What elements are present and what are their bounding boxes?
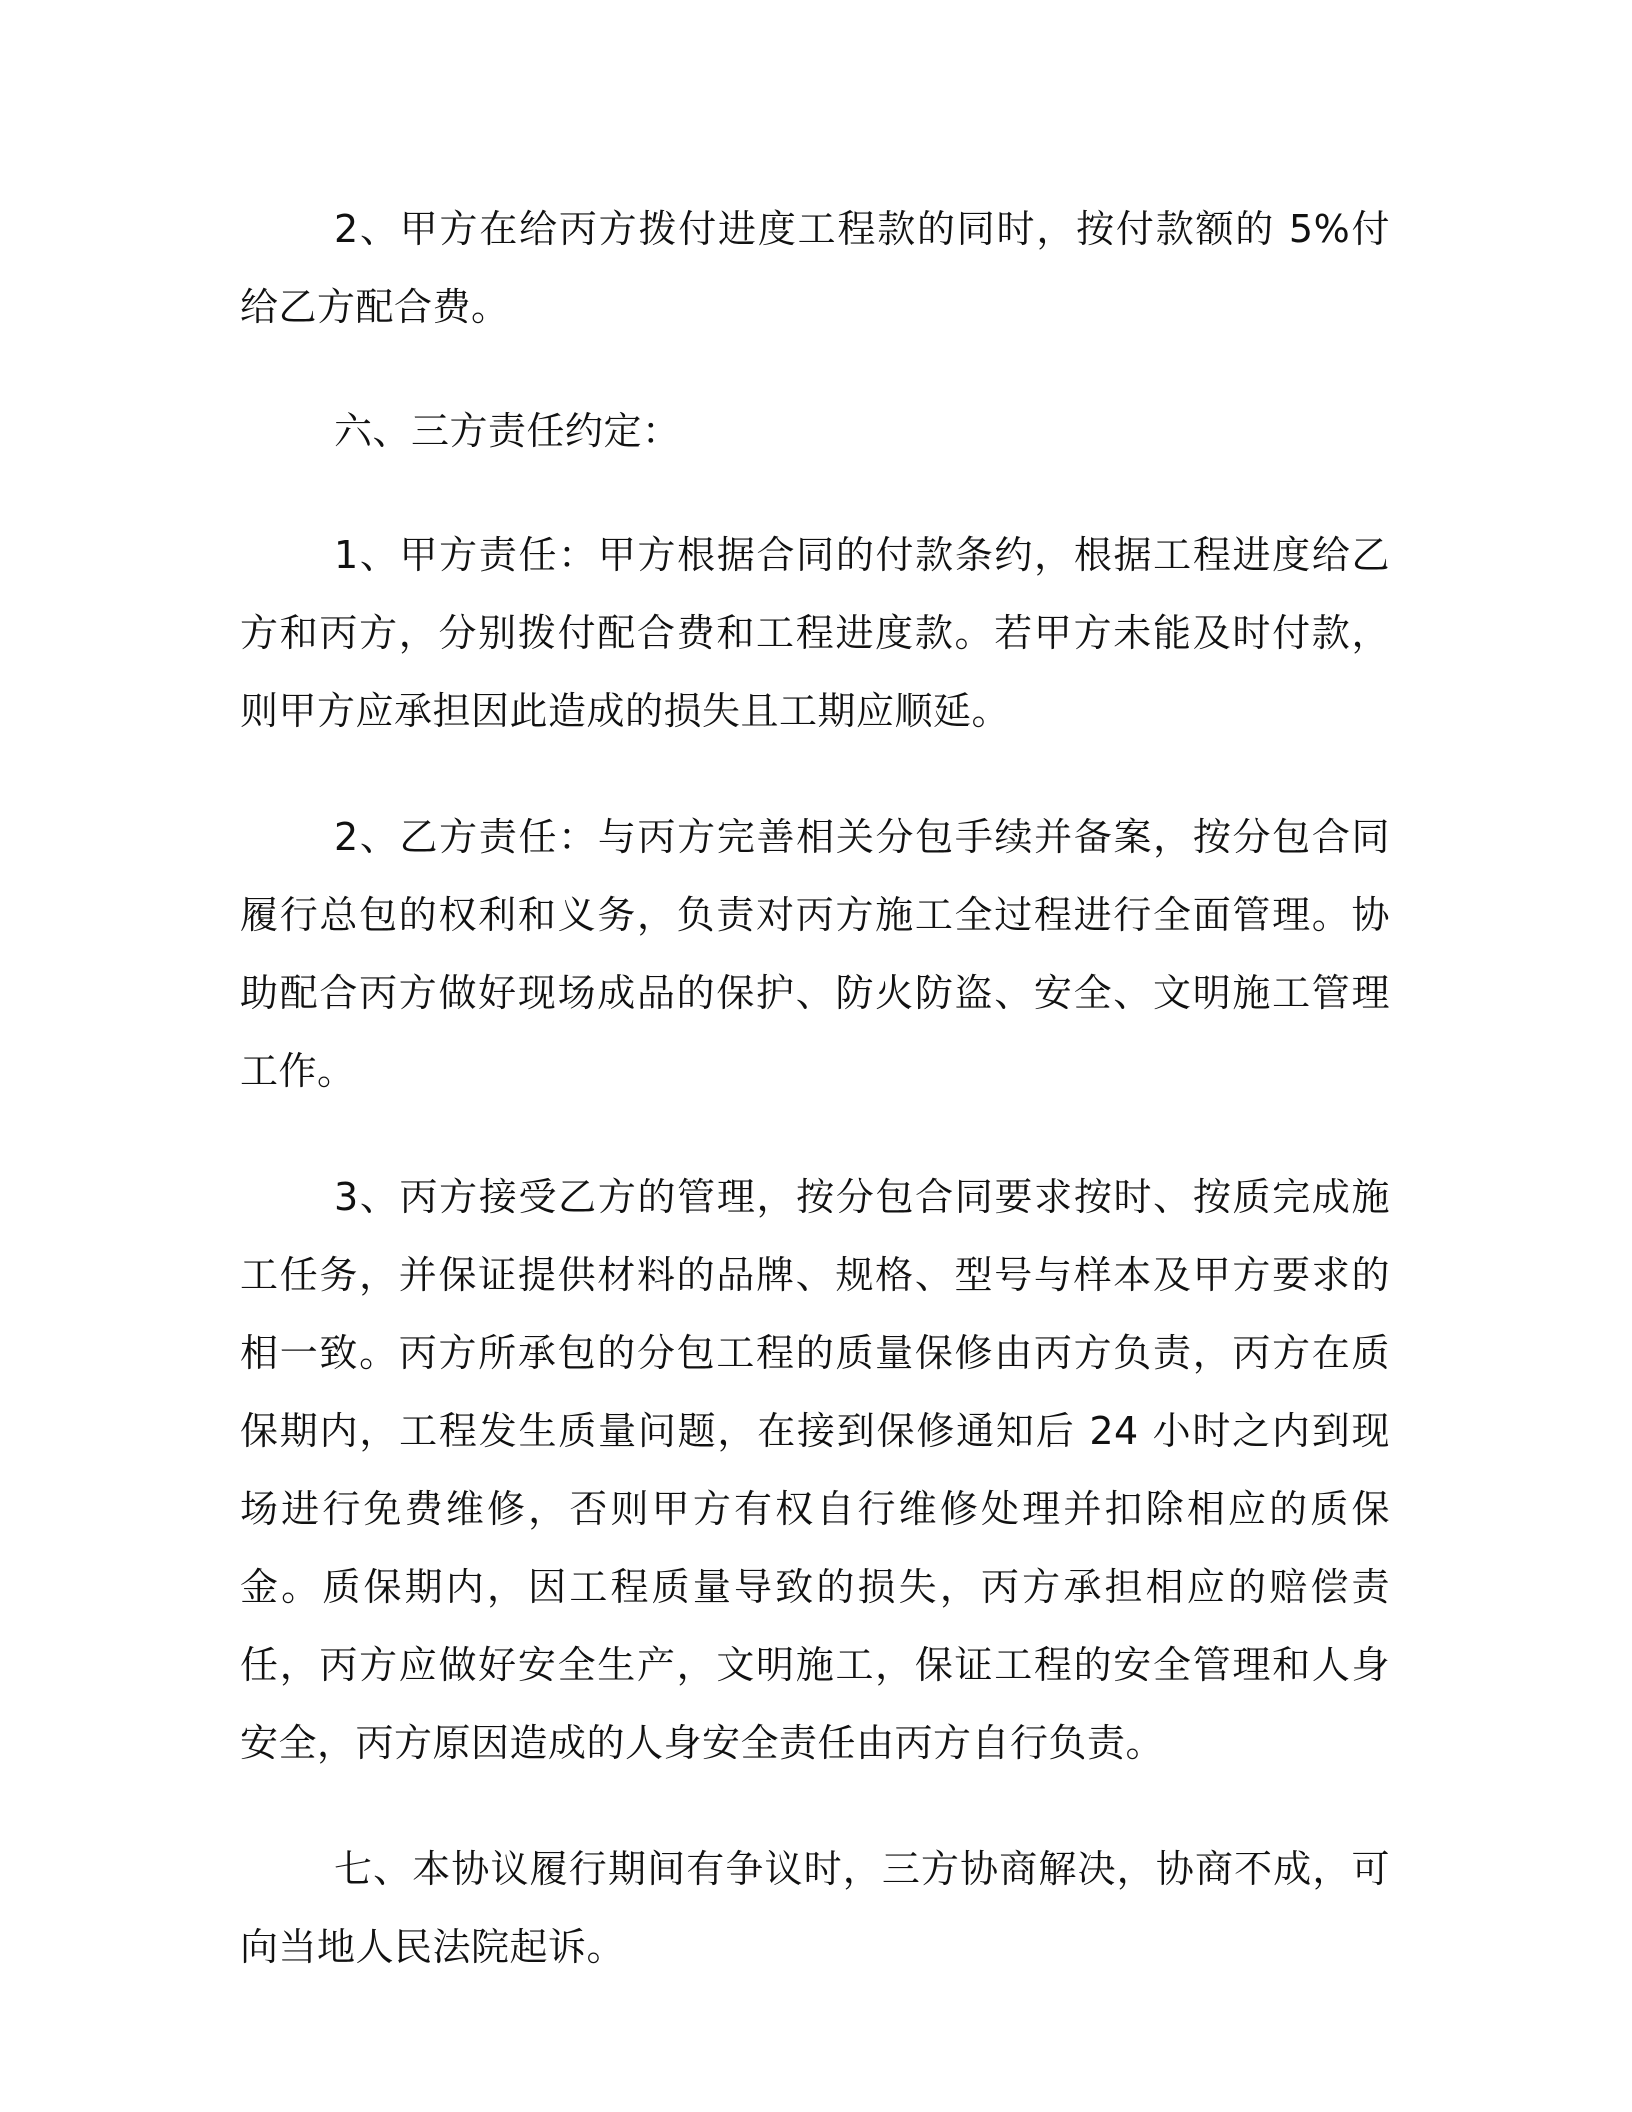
paragraph-payment-clause: 2、甲方在给丙方拨付进度工程款的同时，按付款额的 5%付给乙方配合费。: [240, 207, 1390, 329]
section-heading-responsibilities: 六、三方责任约定：: [334, 409, 681, 453]
paragraph-dispute-resolution: 七、本协议履行期间有争议时，三方协商解决，协商不成，可向当地人民法院起诉。: [240, 1847, 1390, 1969]
paragraph-party-a-responsibility: 1、甲方责任：甲方根据合同的付款条约，根据工程进度给乙方和丙方，分别拨付配合费和工程进度款。若甲方未能及时付款，则甲方应承担因此造成的损失且工期应顺延。: [240, 533, 1390, 733]
paragraph-party-c-responsibility: 3、丙方接受乙方的管理，按分包合同要求按时、按质完成施工任务，并保证提供材料的品牌、规格、型号与样本及甲方要求的相一致。丙方所承包的分包工程的质量保修由丙方负责，丙方在质保期内，工程发生质量问题，在接到保修通知后 24 小时之内到现场进行免费维修，否则甲方有权自行维修处理并扣除相应的质保金。质保期内，因工程质量导致的损失，丙方承担相应的赔偿责任，丙方应做好安全生产，文明施工，保证工程的安全管理和人身安全，丙方原因造成的人身安全责任由丙方自行负责。: [240, 1175, 1390, 1765]
paragraph-party-b-responsibility: 2、乙方责任：与丙方完善相关分包手续并备案，按分包合同履行总包的权利和义务，负责对丙方施工全过程进行全面管理。协助配合丙方做好现场成品的保护、防火防盗、安全、文明施工管理工作。: [240, 815, 1390, 1093]
document-page: [240, 190, 1390, 1986]
